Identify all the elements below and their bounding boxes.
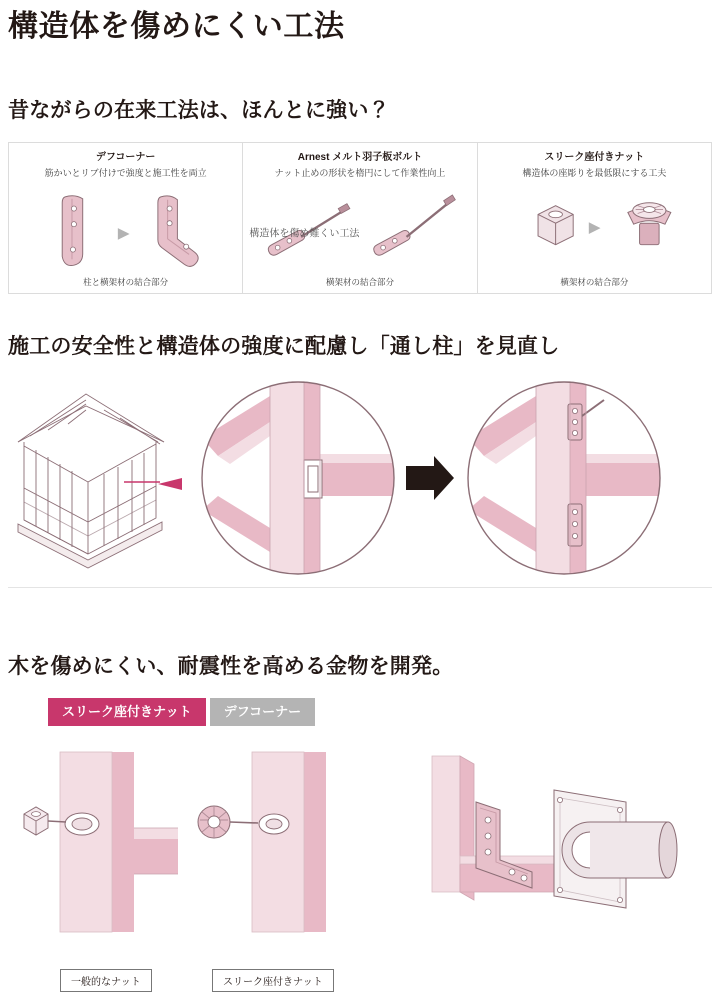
section3-heading: 木を傷めにくい、耐震性を高める金物を開発。 xyxy=(8,655,454,679)
section-hardware-development xyxy=(0,636,720,992)
house-frame-drawing xyxy=(18,394,164,568)
joint-detail-after-circle xyxy=(468,382,662,574)
cell-subtitle: 構造体の座彫りを最低限にする工夫 xyxy=(522,168,667,179)
panel-cell-def-corner xyxy=(9,143,242,293)
column-with-standard-nut-drawing xyxy=(24,752,178,932)
arrow-right-black-icon xyxy=(406,456,454,500)
square-plate-with-duct xyxy=(554,790,677,908)
column-with-sleek-nut-drawing xyxy=(198,752,326,932)
hex-nut-icon xyxy=(538,206,573,245)
hagoita-bolt-long-icon xyxy=(374,195,456,255)
tab-label: スリーク座付きナット xyxy=(62,704,192,720)
def-corner-bracket-drawing xyxy=(432,756,677,908)
section1-heading: 昔ながらの在来工法は、ほんとに強い？ xyxy=(8,99,390,123)
cell-title: デフコーナー xyxy=(95,152,156,164)
sleek-nut-artwork xyxy=(478,191,711,273)
def-corner-artwork xyxy=(9,191,242,273)
hardware-tabs xyxy=(48,698,720,726)
arrow-right-icon xyxy=(588,222,600,234)
cell-caption: 横架材の結合部分 xyxy=(325,277,394,288)
cell-subtitle: 筋かいとリブ付けで強度と施工性を両立 xyxy=(44,168,207,179)
panel-cell-hagoita-bolt xyxy=(242,143,476,293)
section2-artwork xyxy=(8,378,712,588)
section2-heading: 施工の安全性と構造体の強度に配慮し「通し柱」を見直し xyxy=(8,335,560,359)
section3-artwork xyxy=(8,742,712,992)
cell-subtitle: ナット止めの形状を楕円にして作業性向上 xyxy=(274,168,446,179)
caption-sleek-nut: スリーク座付きナット xyxy=(212,969,334,992)
tab-sleek-seat-nut[interactable] xyxy=(48,698,206,726)
sleek-seat-nut-icon xyxy=(628,203,671,245)
hagoita-bolt-artwork xyxy=(243,191,476,273)
tab-def-corner[interactable] xyxy=(210,698,315,726)
cell-overlay-text: 構造体を傷め難くい工法 xyxy=(249,228,360,240)
hex-nut-icon xyxy=(24,807,48,835)
section-traditional-method xyxy=(0,80,720,294)
metal-bracket-flat-icon xyxy=(62,196,83,266)
tab-pointer-icon xyxy=(126,698,140,707)
page-title: 構造体を傷めにくい工法 xyxy=(8,10,345,43)
section-through-column xyxy=(0,316,720,588)
arrow-right-icon xyxy=(118,228,130,240)
sleek-seat-nut-icon xyxy=(198,806,230,838)
tab-label: デフコーナー xyxy=(223,704,302,720)
caption-standard-nut: 一般的なナット xyxy=(60,969,152,992)
cell-title: スリーク座付きナット xyxy=(544,152,645,164)
hardware-comparison-panel xyxy=(8,142,712,294)
panel-cell-sleek-nut xyxy=(477,143,711,293)
red-pointer-icon xyxy=(124,478,182,490)
joint-detail-before-circle xyxy=(202,382,398,574)
cell-title: Arnest メルト羽子板ボルト xyxy=(297,152,423,164)
cell-caption: 柱と横架材の結合部分 xyxy=(83,277,169,288)
cell-caption: 横架材の結合部分 xyxy=(560,277,629,288)
metal-bracket-folded-icon xyxy=(158,196,198,267)
